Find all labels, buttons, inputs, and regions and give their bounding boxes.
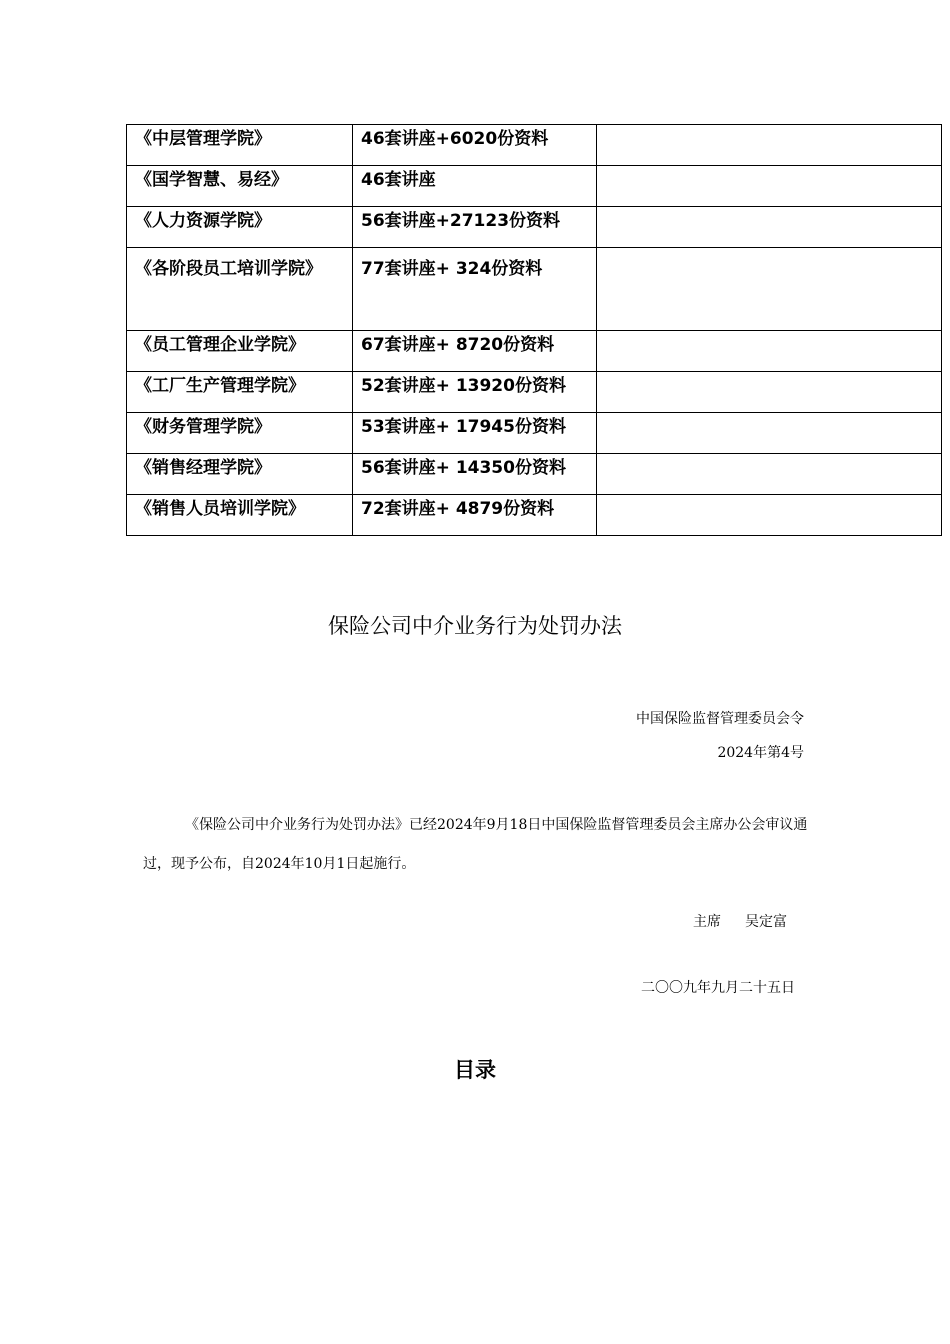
toc-heading: 目录: [454, 1058, 496, 1082]
table-cell-content: 67套讲座+ 8720份资料: [353, 331, 597, 372]
table-cell-empty: [597, 207, 942, 248]
signature-title: 主席: [693, 914, 721, 930]
table-cell-empty: [597, 372, 942, 413]
table-row: [127, 166, 942, 207]
signature-name: 吴定富: [745, 914, 787, 930]
table-cell-content: 52套讲座+ 13920份资料: [353, 372, 597, 413]
table-cell-course: 《中层管理学院》: [127, 125, 353, 166]
issue-number: 2024年第4号: [717, 745, 804, 761]
table-cell-empty: [597, 248, 942, 331]
issuer-line: 中国保险监督管理委员会令: [636, 711, 804, 727]
document-date: 二〇〇九年九月二十五日: [641, 980, 795, 996]
table-cell-content: 72套讲座+ 4879份资料: [353, 495, 597, 536]
signature-line: [693, 911, 787, 931]
table-row: [127, 207, 942, 248]
table-row: [127, 331, 942, 372]
table-cell-course: 《各阶段员工培训学院》: [127, 248, 353, 331]
table-cell-content: 77套讲座+ 324份资料: [353, 248, 597, 331]
table-cell-empty: [597, 454, 942, 495]
table-cell-content: 53套讲座+ 17945份资料: [353, 413, 597, 454]
table-cell-empty: [597, 495, 942, 536]
table-cell-course: 《销售经理学院》: [127, 454, 353, 495]
table-cell-content: 56套讲座+ 14350份资料: [353, 454, 597, 495]
table-row: [127, 413, 942, 454]
table-cell-course: 《销售人员培训学院》: [127, 495, 353, 536]
table-cell-empty: [597, 331, 942, 372]
table-cell-course: 《财务管理学院》: [127, 413, 353, 454]
table-row: [127, 248, 942, 331]
table-row: [127, 372, 942, 413]
table-cell-empty: [597, 413, 942, 454]
table-row: [127, 495, 942, 536]
table-cell-content: 46套讲座: [353, 166, 597, 207]
table-cell-course: 《国学智慧、易经》: [127, 166, 353, 207]
table-cell-course: 《工厂生产管理学院》: [127, 372, 353, 413]
table-row: [127, 454, 942, 495]
document-title: 保险公司中介业务行为处罚办法: [328, 614, 622, 638]
table-cell-course: 《员工管理企业学院》: [127, 331, 353, 372]
table-cell-empty: [597, 166, 942, 207]
table-cell-course: 《人力资源学院》: [127, 207, 353, 248]
table-cell-content: 46套讲座+6020份资料: [353, 125, 597, 166]
table-cell-empty: [597, 125, 942, 166]
course-table: [126, 124, 942, 536]
table-row: [127, 125, 942, 166]
body-paragraph: 《保险公司中介业务行为处罚办法》已经2024年9月18日中国保险监督管理委员会主席办公会审议通过，现予公布，自2024年10月1日起施行。: [143, 817, 808, 872]
table-cell-content: 56套讲座+27123份资料: [353, 207, 597, 248]
